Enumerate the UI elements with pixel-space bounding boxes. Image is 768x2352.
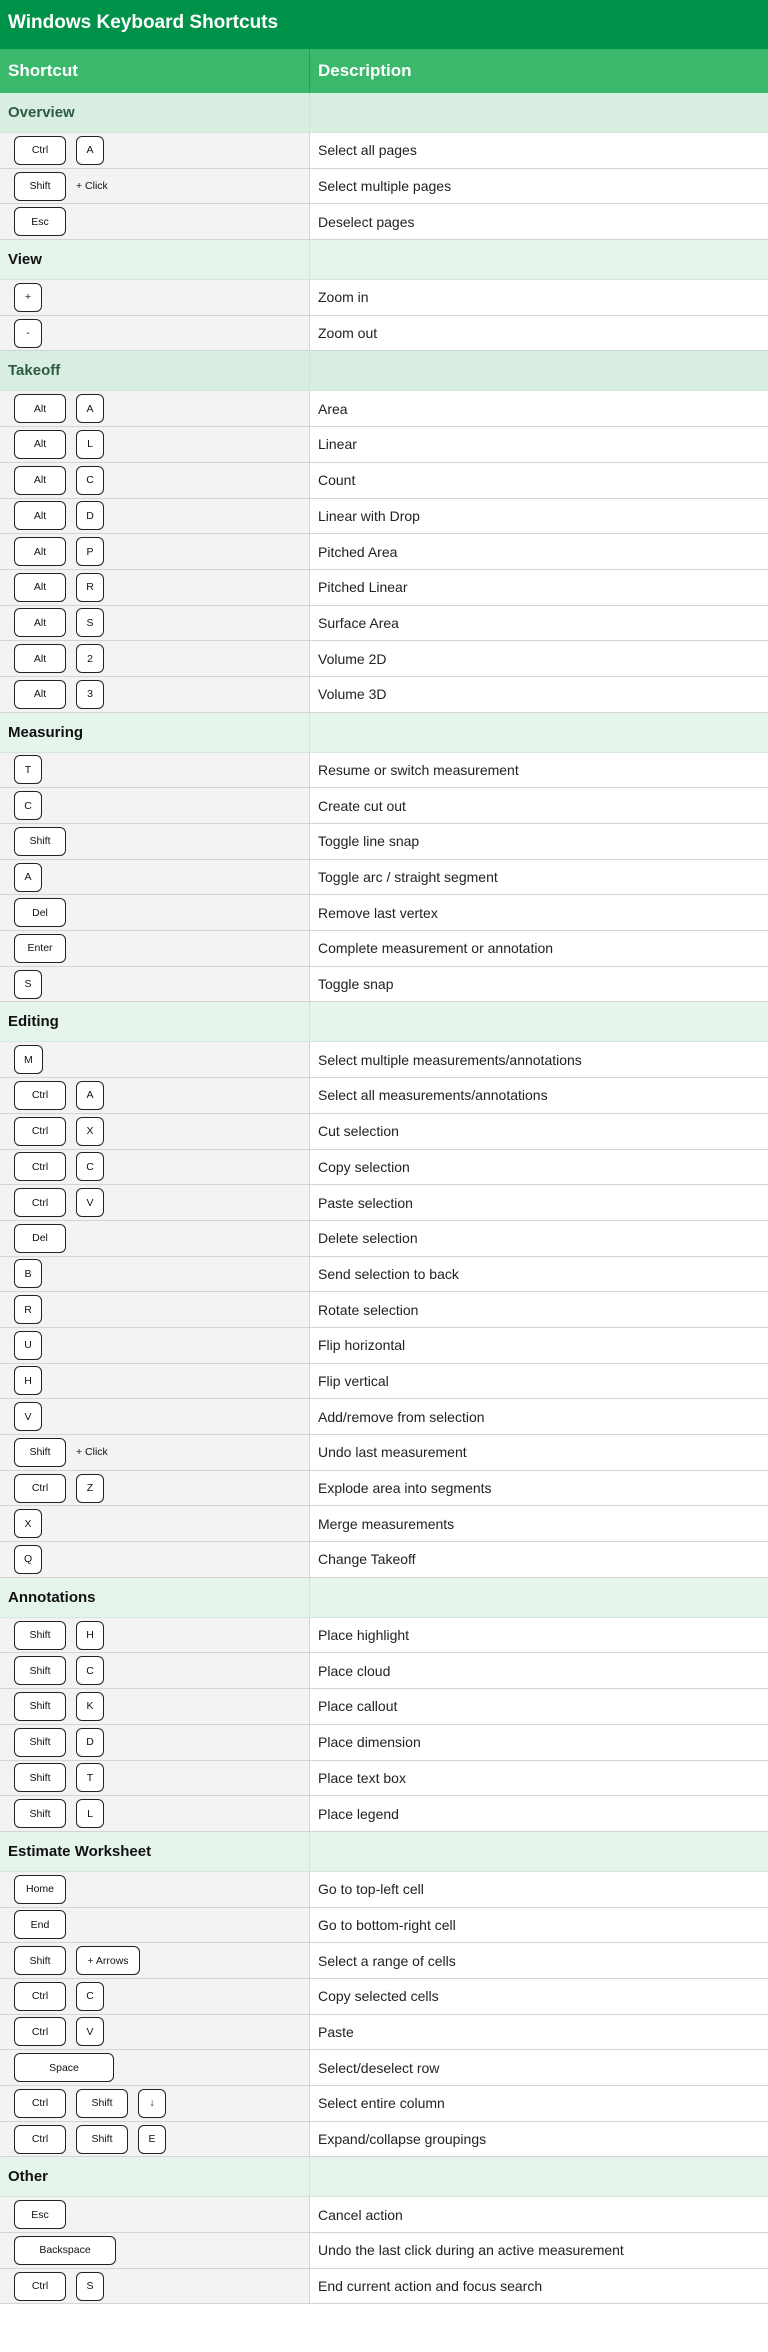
shortcut-cell [0,824,310,859]
keycap: D [76,501,104,530]
keycap: Space [14,2053,114,2082]
shortcut-cell [0,860,310,895]
shortcut-cell [0,1292,310,1327]
table-row [0,1364,768,1400]
keycap: S [14,970,42,999]
keycap: Shift [14,1946,66,1975]
table-row [0,2086,768,2122]
table-row [0,534,768,570]
table-row [0,2197,768,2233]
section-title: Editing [8,1013,59,1031]
table-row [0,1042,768,1078]
shortcut-cell [0,1435,310,1470]
column-divider [309,351,310,390]
keycap: A [14,863,42,892]
description-cell: Expand/collapse groupings [310,2122,768,2157]
keycap: E [138,2125,166,2154]
shortcut-cell [0,1653,310,1688]
shortcut-cell [0,2086,310,2121]
shortcut-cell [0,463,310,498]
shortcut-cell [0,677,310,712]
section-header-view [0,240,768,280]
shortcut-cell [0,1689,310,1724]
table-row [0,1689,768,1725]
keycap: Alt [14,537,66,566]
description-cell: Select all pages [310,133,768,168]
keycap: Del [14,898,66,927]
description-cell: Send selection to back [310,1257,768,1292]
table-row [0,499,768,535]
shortcut-cell [0,2197,310,2232]
keycap: A [76,394,104,423]
keycap: B [14,1259,42,1288]
keycap: Shift [76,2089,128,2118]
description-cell: Place dimension [310,1725,768,1760]
table-row [0,1653,768,1689]
keycap: M [14,1045,43,1074]
description-cell: Change Takeoff [310,1542,768,1577]
keycap: H [76,1621,104,1650]
section-title: Estimate Worksheet [8,1842,152,1860]
keycap: Alt [14,573,66,602]
description-cell: Select/deselect row [310,2050,768,2085]
table-row [0,931,768,967]
page-title: Windows Keyboard Shortcuts [0,0,768,49]
description-cell: Undo the last click during an active measurement [310,2233,768,2268]
keycap: Ctrl [14,2272,66,2301]
keycap: Esc [14,207,66,236]
description-cell: Remove last vertex [310,895,768,930]
section-title: Measuring [8,723,84,741]
column-divider [309,1832,310,1871]
column-divider [309,1578,310,1617]
keycap: Z [76,1474,104,1503]
keycap: Shift [14,1438,66,1467]
keycap: + [14,283,42,312]
description-cell: Pitched Linear [310,570,768,605]
shortcut-cell [0,2122,310,2157]
table-row [0,1796,768,1832]
table-row [0,2122,768,2158]
description-cell: Complete measurement or annotation [310,931,768,966]
shortcut-cell [0,1796,310,1831]
description-cell: Add/remove from selection [310,1399,768,1434]
table-row [0,280,768,316]
description-cell: Zoom in [310,280,768,315]
description-cell: Toggle line snap [310,824,768,859]
keycap: - [14,319,42,348]
column-divider [309,93,310,132]
keycap: L [76,430,104,459]
keycap: Ctrl [14,1982,66,2011]
keycap: Ctrl [14,1117,66,1146]
table-row [0,133,768,169]
keycap: Shift [76,2125,128,2154]
section-header-measuring [0,713,768,753]
table-row [0,204,768,240]
shortcut-cell [0,1257,310,1292]
keycap: Ctrl [14,1474,66,1503]
keycap: ↓ [138,2089,166,2118]
section-header-takeoff [0,351,768,391]
table-row [0,1221,768,1257]
shortcut-cell [0,1221,310,1256]
description-cell: Cancel action [310,2197,768,2232]
keycap: Del [14,1224,66,1253]
shortcut-table [0,93,768,2304]
shortcut-cell [0,967,310,1002]
table-row [0,1150,768,1186]
description-cell: Place legend [310,1796,768,1831]
table-row [0,1399,768,1435]
description-cell: Select multiple measurements/annotations [310,1042,768,1077]
description-cell: Select all measurements/annotations [310,1078,768,1113]
description-cell: Volume 3D [310,677,768,712]
header-description: Description [318,61,412,80]
section-title: Overview [8,104,75,121]
description-cell: Rotate selection [310,1292,768,1327]
table-row [0,1471,768,1507]
shortcut-cell [0,1979,310,2014]
keycap: 3 [76,680,104,709]
table-row [0,1542,768,1578]
shortcut-cell [0,1078,310,1113]
shortcut-cell [0,1185,310,1220]
section-header-annotations [0,1578,768,1618]
table-row [0,677,768,713]
keycap: H [14,1366,42,1395]
section-title: View [8,251,42,269]
description-cell: Paste selection [310,1185,768,1220]
description-cell: Toggle arc / straight segment [310,860,768,895]
keycap: C [76,1982,104,2011]
shortcut-cell [0,570,310,605]
column-divider [309,2157,310,2196]
description-cell: Select entire column [310,2086,768,2121]
table-row [0,1908,768,1944]
description-cell: Zoom out [310,316,768,351]
description-cell: Merge measurements [310,1506,768,1541]
table-row [0,316,768,352]
table-row [0,2269,768,2305]
shortcut-cell [0,1114,310,1149]
keycap: Shift [14,172,66,201]
description-cell: Place cloud [310,1653,768,1688]
shortcut-cell [0,2233,310,2268]
keycap: Ctrl [14,2125,66,2154]
table-row [0,1435,768,1471]
keycap: C [76,1152,104,1181]
keycap: Ctrl [14,2017,66,2046]
keycap: Backspace [14,2236,116,2265]
table-row [0,1943,768,1979]
description-cell: Volume 2D [310,641,768,676]
click-modifier-text: + Click [76,1446,108,1459]
keycap: U [14,1331,42,1360]
keycap: V [14,1402,42,1431]
section-title: Other [8,2168,49,2186]
keycap: S [76,2272,104,2301]
keycap: X [76,1117,104,1146]
keycap: 2 [76,644,104,673]
table-row [0,1725,768,1761]
keycap: Ctrl [14,136,66,165]
table-row [0,570,768,606]
shortcut-cell [0,931,310,966]
keycap: A [76,136,104,165]
keycap: + Arrows [76,1946,140,1975]
keycap: X [14,1509,42,1538]
description-cell: Resume or switch measurement [310,753,768,788]
description-cell: End current action and focus search [310,2269,768,2304]
column-divider [309,240,310,279]
keycap: Ctrl [14,1152,66,1181]
description-cell: Copy selection [310,1150,768,1185]
keycap: Ctrl [14,1188,66,1217]
section-title: Annotations [8,1588,96,1606]
keycap: Esc [14,2200,66,2229]
section-header-other [0,2157,768,2197]
description-cell: Paste [310,2015,768,2050]
table-row [0,967,768,1003]
table-row [0,753,768,789]
description-cell: Go to top-left cell [310,1872,768,1907]
description-cell: Deselect pages [310,204,768,239]
description-cell: Toggle snap [310,967,768,1002]
description-cell: Undo last measurement [310,1435,768,1470]
description-cell: Cut selection [310,1114,768,1149]
keycap: C [76,466,104,495]
shortcut-cell [0,753,310,788]
keycap: K [76,1692,104,1721]
keycap: Alt [14,644,66,673]
table-row [0,860,768,896]
keycap: C [76,1656,104,1685]
keycap: D [76,1728,104,1757]
shortcut-cell [0,133,310,168]
description-cell: Place highlight [310,1618,768,1653]
section-header-editing [0,1002,768,1042]
shortcut-cell [0,316,310,351]
table-row [0,463,768,499]
shortcut-cell [0,280,310,315]
shortcut-cell [0,1725,310,1760]
click-modifier-text: + Click [76,180,108,193]
header-shortcut: Shortcut [0,49,310,93]
keycap: P [76,537,104,566]
description-cell: Flip horizontal [310,1328,768,1363]
keycap: T [76,1763,104,1792]
column-divider [309,713,310,752]
keycap: Shift [14,827,66,856]
shortcut-cell [0,1471,310,1506]
table-header [0,49,768,93]
keycap: T [14,755,42,784]
shortcut-cell [0,641,310,676]
shortcut-cell [0,1908,310,1943]
description-cell: Surface Area [310,606,768,641]
keycap: Q [14,1545,42,1574]
shortcut-cell [0,1761,310,1796]
keycap: A [76,1081,104,1110]
table-row [0,1257,768,1293]
keycap: Ctrl [14,1081,66,1110]
description-cell: Delete selection [310,1221,768,1256]
description-cell: Explode area into segments [310,1471,768,1506]
shortcut-cell [0,1364,310,1399]
keycap: Enter [14,934,66,963]
table-row [0,169,768,205]
table-row [0,1078,768,1114]
shortcut-cell [0,1042,310,1077]
description-cell: Linear with Drop [310,499,768,534]
table-row [0,824,768,860]
keycap: Alt [14,430,66,459]
description-cell: Place text box [310,1761,768,1796]
keycap: R [14,1295,42,1324]
table-row [0,1761,768,1797]
description-cell: Place callout [310,1689,768,1724]
description-cell: Copy selected cells [310,1979,768,2014]
shortcut-cell [0,2269,310,2304]
table-row [0,1114,768,1150]
keycap: V [76,2017,104,2046]
table-row [0,2015,768,2051]
shortcut-cell [0,895,310,930]
table-row [0,1328,768,1364]
description-cell: Linear [310,427,768,462]
shortcut-cell [0,1150,310,1185]
table-row [0,1185,768,1221]
table-row [0,1979,768,2015]
keycap: Alt [14,466,66,495]
shortcut-cell [0,1618,310,1653]
keycap: Shift [14,1621,66,1650]
table-row [0,895,768,931]
shortcut-cell [0,1542,310,1577]
description-cell: Area [310,391,768,426]
shortcut-cell [0,2050,310,2085]
shortcut-cell [0,1872,310,1907]
keycap: Alt [14,608,66,637]
table-row [0,1872,768,1908]
section-title: Takeoff [8,362,61,380]
keycap: Home [14,1875,66,1904]
table-row [0,1618,768,1654]
shortcut-cell [0,1943,310,1978]
table-row [0,788,768,824]
shortcut-cell [0,1506,310,1541]
shortcut-cell [0,391,310,426]
keycap: End [14,1910,66,1939]
shortcut-cell [0,499,310,534]
shortcut-cell [0,169,310,204]
table-row [0,2233,768,2269]
keycap: Shift [14,1656,66,1685]
table-row [0,2050,768,2086]
description-cell: Go to bottom-right cell [310,1908,768,1943]
description-cell: Select multiple pages [310,169,768,204]
description-cell: Count [310,463,768,498]
table-row [0,427,768,463]
keycap: V [76,1188,104,1217]
keycap: Alt [14,501,66,530]
shortcut-cell [0,606,310,641]
column-divider [309,1002,310,1041]
description-cell: Create cut out [310,788,768,823]
description-cell: Flip vertical [310,1364,768,1399]
keycap: Shift [14,1799,66,1828]
shortcut-cell [0,534,310,569]
table-row [0,641,768,677]
table-row [0,391,768,427]
keycap: S [76,608,104,637]
shortcut-cell [0,2015,310,2050]
keycap: Alt [14,394,66,423]
table-row [0,1292,768,1328]
keycap: Shift [14,1728,66,1757]
table-row [0,606,768,642]
keycap: Shift [14,1763,66,1792]
keycap: C [14,791,42,820]
keycap: Shift [14,1692,66,1721]
shortcut-cell [0,788,310,823]
table-row [0,1506,768,1542]
shortcut-cell [0,1399,310,1434]
shortcut-cell [0,1328,310,1363]
keycap: Alt [14,680,66,709]
section-header-estimate-worksheet [0,1832,768,1872]
description-cell: Pitched Area [310,534,768,569]
keycap: Ctrl [14,2089,66,2118]
shortcut-cell [0,427,310,462]
keycap: R [76,573,104,602]
shortcut-cell [0,204,310,239]
keycap: L [76,1799,104,1828]
section-header-overview [0,93,768,133]
description-cell: Select a range of cells [310,1943,768,1978]
